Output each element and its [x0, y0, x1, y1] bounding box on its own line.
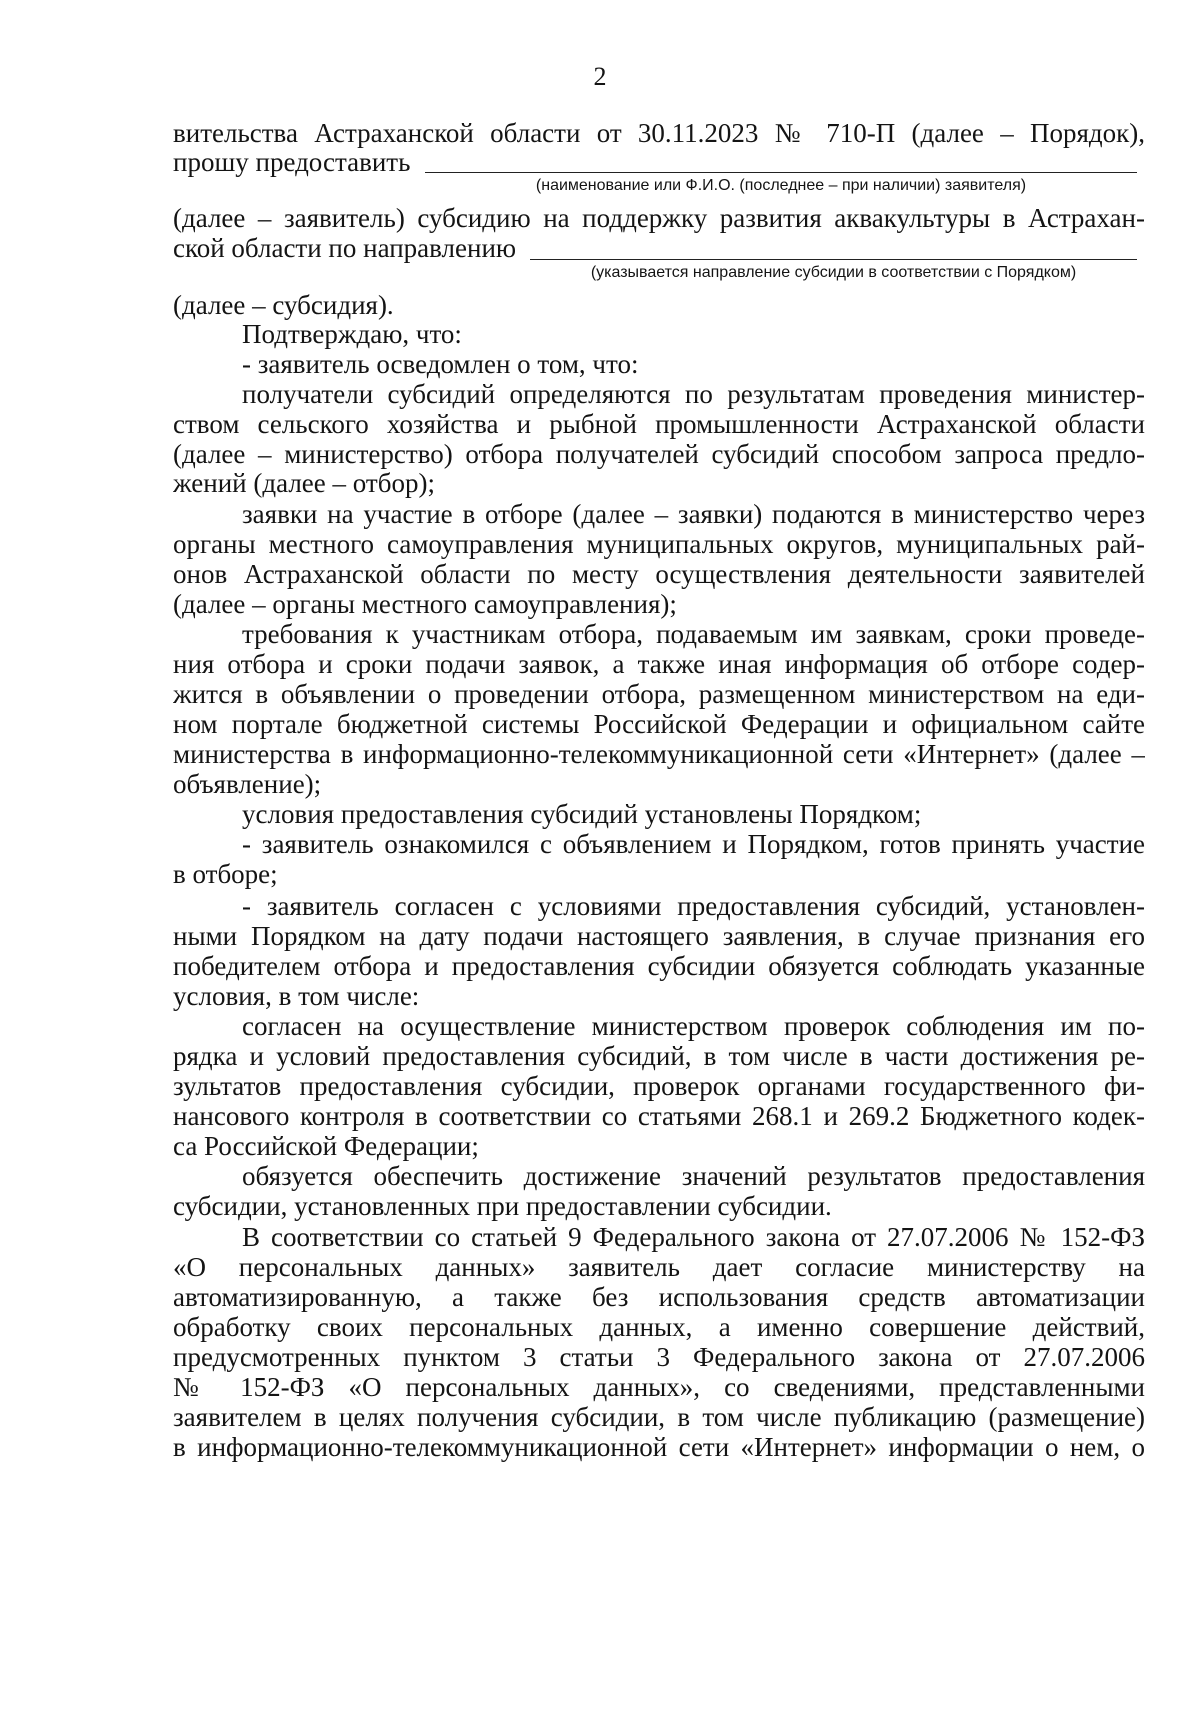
- applicant-name-caption: (наименование или Ф.И.О. (последнее – при наличии) заявителя): [535, 177, 1027, 194]
- text-line: жится в объявлении о проведении отбора, размещенном министерством на еди-: [173, 679, 1145, 709]
- text-line: заявки на участие в отборе (далее – заявки) подаются в министерство через: [242, 499, 1145, 529]
- text-line: требования к участникам отбора, подаваемым им заявкам, сроки проведе-: [242, 619, 1145, 649]
- text-line: Подтверждаю, что:: [242, 319, 462, 349]
- text-line: - заявитель согласен с условиями предоставления субсидий, установлен-: [242, 891, 1145, 921]
- text-line: объявление);: [173, 769, 322, 799]
- text-line: зультатов предоставления субсидии, проверок органами государственного фи-: [173, 1071, 1145, 1101]
- text-line: заявителем в целях получения субсидии, в том числе публикацию (размещение): [173, 1402, 1145, 1432]
- page-number: 2: [593, 62, 607, 91]
- text-line: согласен на осуществление министерством проверок соблюдения им по-: [242, 1011, 1145, 1041]
- text-line: в отборе;: [173, 859, 278, 889]
- applicant-name-field[interactable]: [425, 172, 1137, 173]
- text-line: получатели субсидий определяются по результатам проведения министер-: [242, 379, 1145, 409]
- text-line: (далее – органы местного самоуправления);: [173, 589, 677, 619]
- text-line: - заявитель осведомлен о том, что:: [242, 349, 639, 379]
- text-line: в информационно-телекоммуникационной сети «Интернет» информации о нем, о: [173, 1432, 1145, 1462]
- text-line: условия предоставления субсидий установлены Порядком;: [242, 799, 922, 829]
- text-line: (далее – министерство) отбора получателей субсидий способом запроса предло-: [173, 439, 1145, 469]
- text-line: № 152-ФЗ «О персональных данных», со сведениями, представленными: [173, 1372, 1145, 1402]
- text-line: обязуется обеспечить достижение значений результатов предоставления: [242, 1161, 1145, 1191]
- text-line: прошу предоставить: [173, 147, 411, 177]
- text-line: ными Порядком на дату подачи настоящего заявления, в случае признания его: [173, 921, 1145, 951]
- text-line: автоматизированную, а также без использования средств автоматизации: [173, 1282, 1145, 1312]
- text-line: са Российской Федерации;: [173, 1131, 479, 1161]
- text-line: министерства в информационно-телекоммуникационной сети «Интернет» (далее –: [173, 739, 1145, 769]
- text-line: субсидии, установленных при предоставлении субсидии.: [173, 1191, 832, 1221]
- text-line: - заявитель ознакомился с объявлением и Порядком, готов принять участие: [242, 829, 1145, 859]
- subsidy-direction-caption: (указывается направление субсидии в соответствии с Порядком): [590, 264, 1077, 281]
- text-line: ской области по направлению: [173, 233, 517, 263]
- text-line: В соответствии со статьей 9 Федерального закона от 27.07.2006 № 152-ФЗ: [242, 1222, 1145, 1252]
- text-line: (далее – заявитель) субсидию на поддержку развития аквакультуры в Астрахан-: [173, 203, 1145, 233]
- text-line: онов Астраханской области по месту осуществления деятельности заявителей: [173, 559, 1145, 589]
- text-line: ном портале бюджетной системы Российской Федерации и официальном сайте: [173, 709, 1145, 739]
- text-line: предусмотренных пунктом 3 статьи 3 Федерального закона от 27.07.2006: [173, 1342, 1145, 1372]
- text-line: обработку своих персональных данных, а именно совершение действий,: [173, 1312, 1145, 1342]
- text-line: (далее – субсидия).: [173, 290, 394, 320]
- text-line: нансового контроля в соответствии со статьями 268.1 и 269.2 Бюджетного кодек-: [173, 1101, 1145, 1131]
- text-line: «О персональных данных» заявитель дает согласие министерству на: [173, 1252, 1145, 1282]
- text-line: ством сельского хозяйства и рыбной промышленности Астраханской области: [173, 409, 1145, 439]
- text-line: вительства Астраханской области от 30.11.2023 № 710-П (далее – Порядок),: [173, 118, 1145, 148]
- text-line: условия, в том числе:: [173, 981, 420, 1011]
- text-line: рядка и условий предоставления субсидий, в том числе в части достижения ре-: [173, 1041, 1145, 1071]
- subsidy-direction-field[interactable]: [530, 259, 1137, 260]
- text-line: победителем отбора и предоставления субсидии обязуется соблюдать указанные: [173, 951, 1145, 981]
- text-line: ния отбора и сроки подачи заявок, а также иная информация об отборе содер-: [173, 649, 1145, 679]
- text-line: органы местного самоуправления муниципальных округов, муниципальных рай-: [173, 529, 1145, 559]
- text-line: жений (далее – отбор);: [173, 468, 435, 498]
